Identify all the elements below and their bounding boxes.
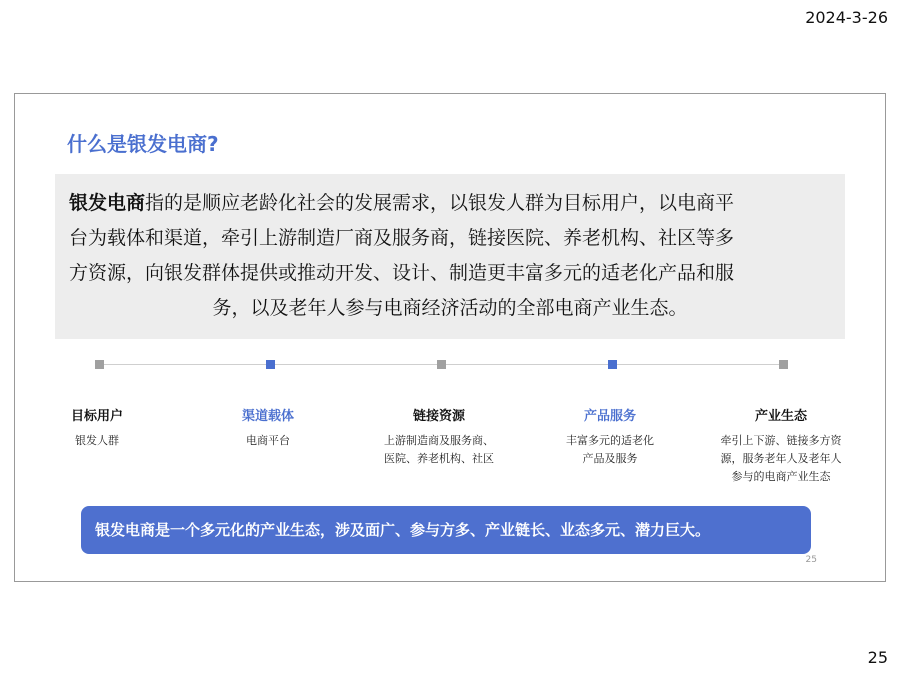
column-desc xyxy=(188,432,348,450)
definition-line-1-rest: 指的是顺应老龄化社会的发展需求，以银发人群为目标用户，以电商平 xyxy=(145,192,735,214)
slide-number: 25 xyxy=(805,555,817,565)
column-title: 渠道载体 xyxy=(241,409,294,424)
page-number: 25 xyxy=(867,648,888,667)
column-desc xyxy=(530,432,690,468)
timeline-marker xyxy=(779,360,788,369)
page-date: 2024-3-26 xyxy=(805,8,888,27)
column-desc-line: 牵引上下游、链接多方资 xyxy=(720,434,842,447)
column-products xyxy=(530,405,690,468)
column-desc-line: 银发人群 xyxy=(75,434,119,447)
timeline xyxy=(95,362,785,368)
column-title: 产业生态 xyxy=(754,409,807,424)
column-target-users xyxy=(17,405,177,450)
column-desc-line: 电商平台 xyxy=(246,434,290,447)
definition-line-2: 台为载体和渠道，牵引上游制造厂商及服务商，链接医院、养老机构、社区等多 xyxy=(69,227,735,249)
definition-term: 银发电商 xyxy=(69,192,146,214)
column-ecosystem xyxy=(701,405,861,486)
column-resources xyxy=(359,405,519,468)
column-desc xyxy=(701,432,861,486)
column-desc-line: 丰富多元的适老化 xyxy=(566,434,654,447)
definition-line-3: 方资源，向银发群体提供或推动开发、设计、制造更丰富多元的适老化产品和服 xyxy=(69,262,735,284)
column-desc xyxy=(17,432,177,450)
definition-line-4: 务，以及老年人参与电商经济活动的全部电商产业生态。 xyxy=(212,297,688,319)
column-title: 产品服务 xyxy=(583,409,636,424)
timeline-marker xyxy=(266,360,275,369)
column-desc-line: 医院、养老机构、社区 xyxy=(384,452,494,465)
timeline-marker xyxy=(437,360,446,369)
definition-box xyxy=(55,174,845,339)
definition-line-1 xyxy=(69,186,831,221)
definition-text xyxy=(69,186,831,326)
column-title: 链接资源 xyxy=(412,409,465,424)
slide-title: 什么是银发电商? xyxy=(67,132,219,156)
column-desc-line: 上游制造商及服务商、 xyxy=(384,434,494,447)
column-desc xyxy=(359,432,519,468)
column-title: 目标用户 xyxy=(70,409,123,424)
slide xyxy=(14,93,886,582)
column-channel xyxy=(188,405,348,450)
summary-text: 银发电商是一个多元化的产业生态，涉及面广、参与方多、产业链长、业态多元、潜力巨大。 xyxy=(95,521,711,539)
summary-banner xyxy=(81,506,811,554)
column-desc-line: 源，服务老年人及老年人 xyxy=(720,452,842,465)
column-desc-line: 产品及服务 xyxy=(582,452,638,465)
column-desc-line: 参与的电商产业生态 xyxy=(731,470,831,483)
timeline-marker xyxy=(95,360,104,369)
timeline-marker xyxy=(608,360,617,369)
